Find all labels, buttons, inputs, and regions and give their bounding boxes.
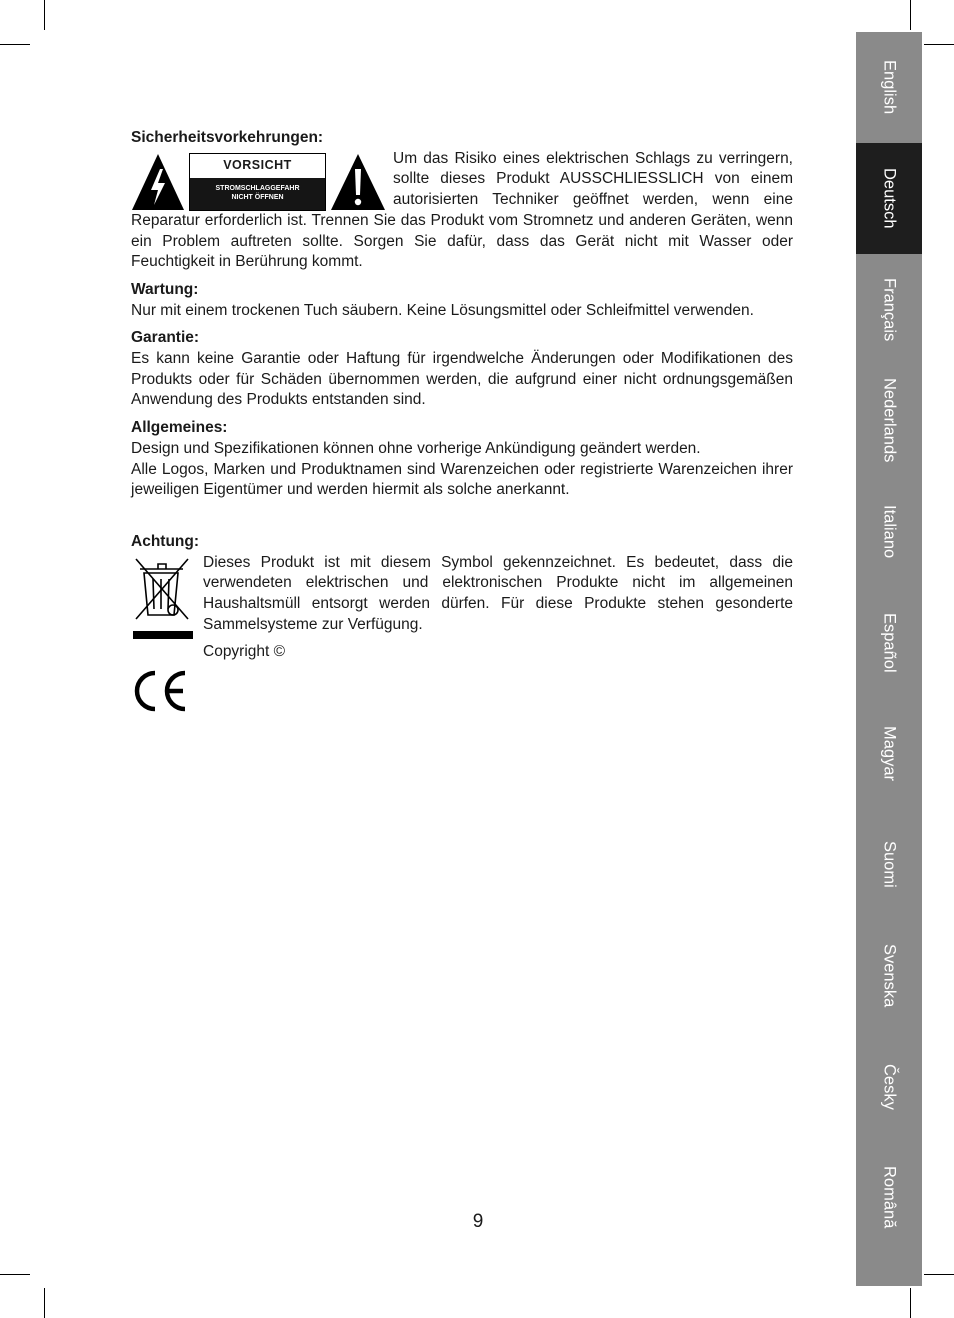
warranty-section xyxy=(131,328,793,411)
crop-mark xyxy=(0,44,30,45)
tab-label: Français xyxy=(880,277,899,342)
general-section xyxy=(131,418,793,501)
tab-label: Italiano xyxy=(880,504,899,559)
tab-label: Česky xyxy=(880,1063,899,1110)
safety-section xyxy=(131,128,793,273)
tab-suomi[interactable] xyxy=(856,809,922,920)
crop-mark xyxy=(924,44,954,45)
tab-italiano[interactable] xyxy=(856,476,922,587)
attention-text: Dieses Produkt ist mit diesem Symbol gekennzeichnet. Es bedeutet, dass die verwendeten elektrischen und elektronischen Produkte nicht im allgemeinen Haushaltsmüll entsorgt werden dürfen. Für diese Produkte stehen gesonderte Sammelsysteme zur Verfügung. xyxy=(203,553,793,633)
tab-label: English xyxy=(880,60,899,115)
tab-label: Suomi xyxy=(880,841,899,888)
tab-label: Română xyxy=(880,1166,899,1229)
warranty-heading: Garantie: xyxy=(131,329,200,347)
general-text-2: Alle Logos, Marken und Produktnamen sind Warenzeichen oder registrierte Warenzeichen ihrer jeweiligen Eigentümer und werden hiermit als solche anerkannt. xyxy=(131,460,793,499)
safety-heading: Sicherheitsvorkehrungen: xyxy=(131,129,324,146)
caution-sublabel-line2: NICHT ÖFFNEN xyxy=(231,193,284,201)
maintenance-heading: Wartung: xyxy=(131,280,199,298)
tab-romana[interactable] xyxy=(856,1142,922,1253)
crop-mark xyxy=(910,1288,911,1318)
page-number: 9 xyxy=(472,1211,484,1232)
caution-box xyxy=(189,153,326,211)
weee-symbol xyxy=(131,555,195,645)
crossed-bin-icon xyxy=(131,555,195,645)
exclamation-warning-icon xyxy=(330,153,386,211)
attention-heading: Achtung: xyxy=(131,532,200,550)
tab-label: Deutsch xyxy=(880,168,899,229)
caution-sublabel xyxy=(190,178,325,210)
tab-magyar[interactable] xyxy=(856,698,922,809)
warranty-text: Es kann keine Garantie oder Haftung für irgendwelche Änderungen oder Modifikationen des Produkts oder für Schäden übernommen werden, die aufgrund einer nicht ordnungsgemäßen Anwendung des Produkts entstanden sind. xyxy=(131,350,793,409)
safety-text: Um das Risiko eines elektrischen Schlags zu verringern, sollte dieses Produkt AUSSCHLIESSLICH von einem autorisierten Techniker geöffnet werden, wenn eine Reparatur erforderlich ist. Trennen Sie das Produkt vom Stromnetz und anderen Geräten, wenn ein Problem auftreten sollte. Sorgen Sie dafür, dass das Gerät nicht mit Wasser oder Feuchtigkeit in Berührung kommt. xyxy=(131,149,793,271)
tab-francais[interactable] xyxy=(856,254,922,365)
crop-mark xyxy=(0,1274,30,1275)
crop-mark xyxy=(44,0,45,30)
crop-mark xyxy=(910,0,911,30)
tab-english[interactable] xyxy=(856,32,922,143)
crop-mark xyxy=(44,1288,45,1318)
tab-espanol[interactable] xyxy=(856,587,922,698)
tab-label: Español xyxy=(880,612,899,673)
general-text-1: Design und Spezifikationen können ohne vorherige Ankündigung geändert werden. xyxy=(131,439,701,457)
crop-mark xyxy=(924,1274,954,1275)
tab-label: Magyar xyxy=(880,725,899,782)
caution-label: VORSICHT xyxy=(223,157,292,172)
warning-label xyxy=(131,153,387,211)
tab-deutsch[interactable] xyxy=(856,143,922,254)
tab-label: Nederlands xyxy=(880,378,899,463)
tab-cesky[interactable] xyxy=(856,1031,922,1142)
caution-sublabel-line1: STROMSCHLAGGEFAHR xyxy=(215,184,300,192)
tab-svenska[interactable] xyxy=(856,920,922,1031)
tab-label: Svenska xyxy=(880,943,899,1008)
general-heading: Allgemeines: xyxy=(131,419,228,437)
tab-nederlands[interactable] xyxy=(856,365,922,476)
ce-mark xyxy=(131,669,793,720)
lightning-warning-icon xyxy=(131,153,185,211)
ce-mark-icon xyxy=(131,669,189,713)
language-tab-bar xyxy=(856,32,922,1286)
maintenance-text: Nur mit einem trockenen Tuch säubern. Keine Lösungsmittel oder Schleifmittel verwenden. xyxy=(131,301,754,319)
copyright-text: Copyright © xyxy=(203,643,286,661)
maintenance-section xyxy=(131,280,793,321)
attention-section xyxy=(131,532,793,636)
document-body xyxy=(131,128,793,720)
